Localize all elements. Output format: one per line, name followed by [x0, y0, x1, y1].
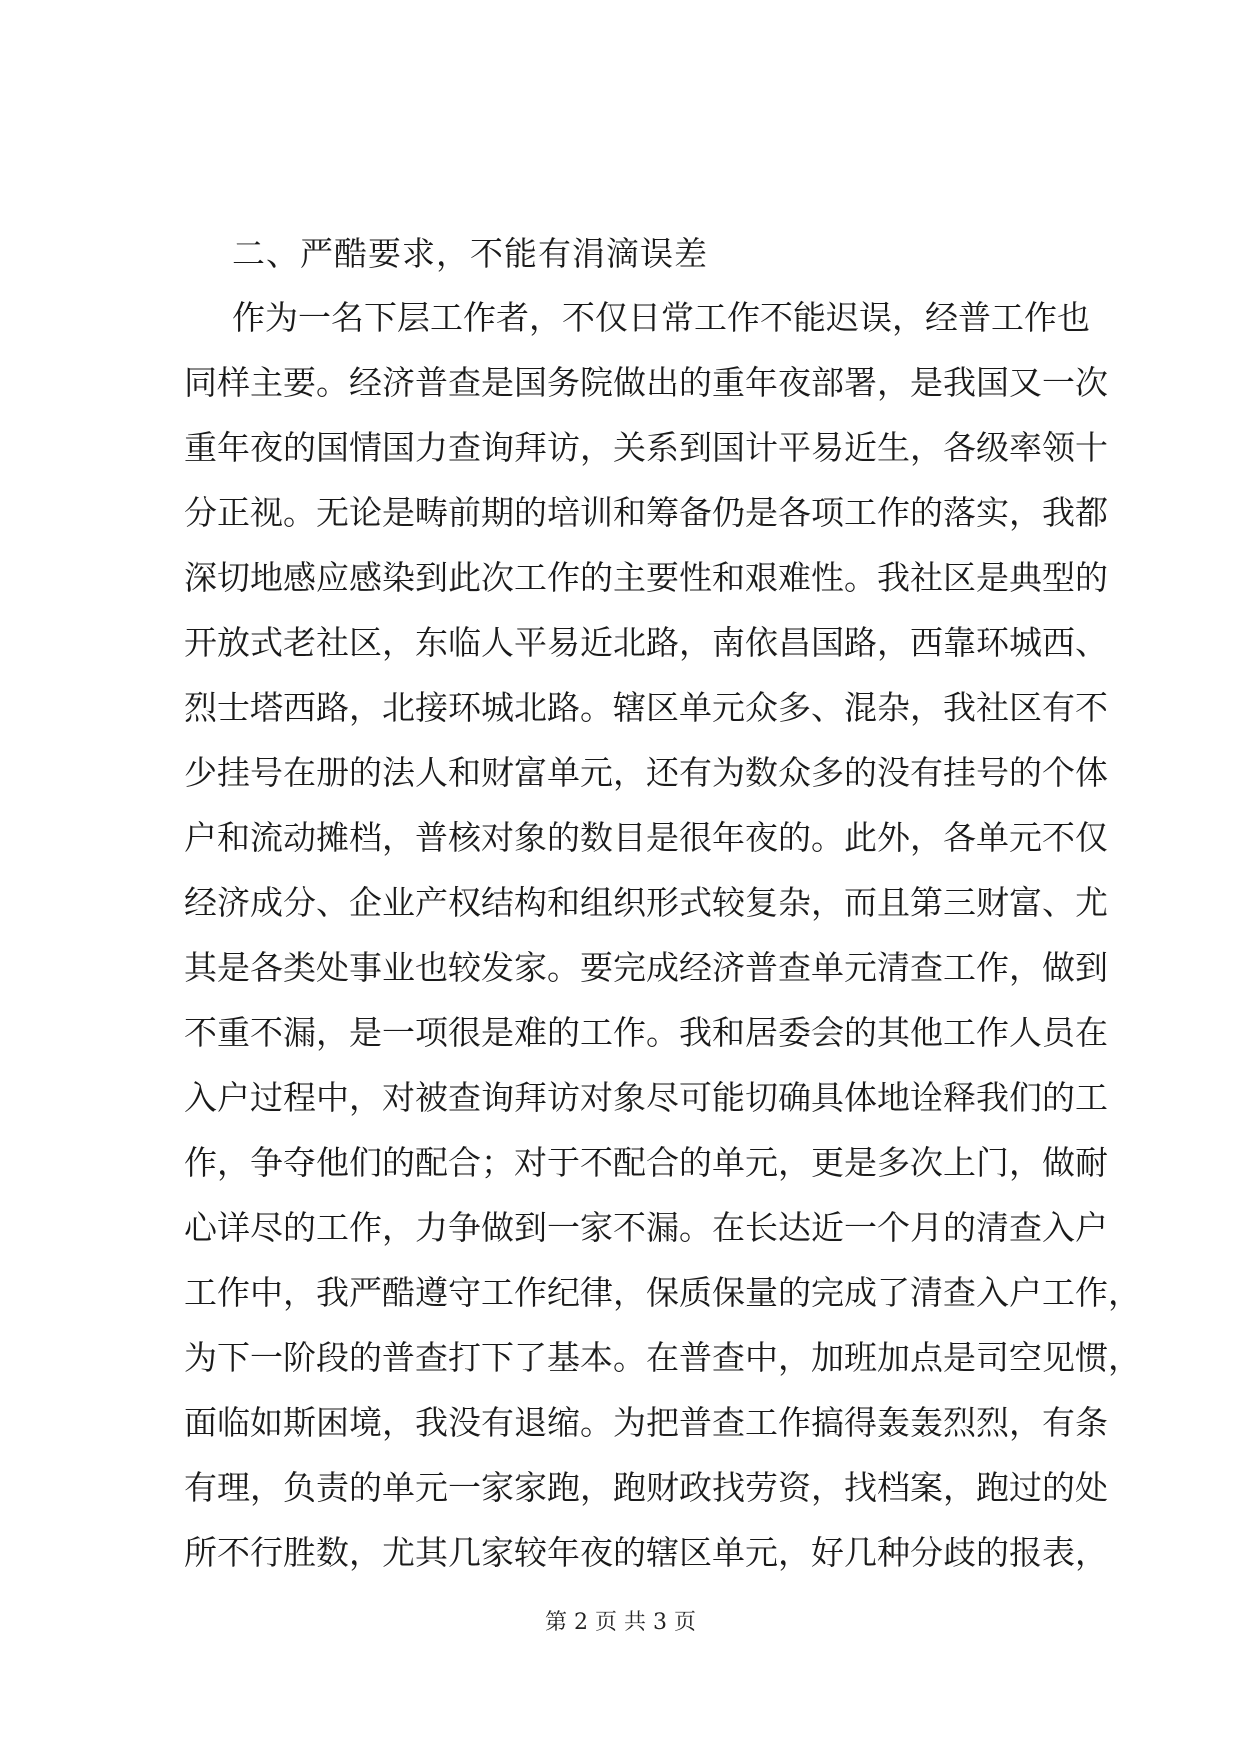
- page-number-label: 第 2 页 共 3 页: [545, 1610, 696, 1635]
- paragraph-line: 入户过程中，对被查询拜访对象尽可能切确具体地诠释我们的工: [184, 1078, 1108, 1117]
- paragraph-line: 开放式老社区，东临人平易近北路，南依昌国路，西靠环城西、: [184, 623, 1108, 662]
- paragraph-line: 面临如斯困境，我没有退缩。为把普查工作搞得轰轰烈烈，有条: [184, 1403, 1108, 1442]
- paragraph-line: 分正视。无论是畴前期的培训和筹备仍是各项工作的落实，我都: [184, 493, 1108, 532]
- paragraph-line: 有理，负责的单元一家家跑，跑财政找劳资，找档案，跑过的处: [184, 1468, 1108, 1507]
- body-paragraph: [184, 296, 1141, 1596]
- page-footer: [0, 1608, 1241, 1638]
- paragraph-line: 户和流动摊档，普核对象的数目是很年夜的。此外，各单元不仅: [184, 818, 1108, 857]
- section-heading: 二、严酷要求，不能有涓滴误差: [232, 234, 708, 273]
- paragraph-line: 作为一名下层工作者，不仅日常工作不能迟误，经普工作也: [232, 298, 1090, 337]
- paragraph-line: 经济成分、企业产权结构和组织形式较复杂，而且第三财富、尤: [184, 883, 1108, 922]
- paragraph-line: 作，争夺他们的配合；对于不配合的单元，更是多次上门，做耐: [184, 1143, 1108, 1182]
- paragraph-line: 为下一阶段的普查打下了基本。在普查中，加班加点是司空见惯，: [184, 1338, 1141, 1377]
- paragraph-line: 心详尽的工作，力争做到一家不漏。在长达近一个月的清查入户: [184, 1208, 1108, 1247]
- paragraph-line: 工作中，我严酷遵守工作纪律，保质保量的完成了清查入户工作，: [184, 1273, 1141, 1312]
- paragraph-line: 不重不漏，是一项很是难的工作。我和居委会的其他工作人员在: [184, 1013, 1108, 1052]
- paragraph-line: 同样主要。经济普查是国务院做出的重年夜部署，是我国又一次: [184, 363, 1108, 402]
- paragraph-line: 深切地感应感染到此次工作的主要性和艰难性。我社区是典型的: [184, 558, 1108, 597]
- paragraph-line: 烈士塔西路，北接环城北路。辖区单元众多、混杂，我社区有不: [184, 688, 1108, 727]
- paragraph-line: 重年夜的国情国力查询拜访，关系到国计平易近生，各级率领十: [184, 428, 1108, 467]
- paragraph-line: 少挂号在册的法人和财富单元，还有为数众多的没有挂号的个体: [184, 753, 1108, 792]
- paragraph-line: 其是各类处事业也较发家。要完成经济普查单元清查工作，做到: [184, 948, 1108, 987]
- paragraph-line: 所不行胜数，尤其几家较年夜的辖区单元，好几种分歧的报表，: [184, 1533, 1108, 1572]
